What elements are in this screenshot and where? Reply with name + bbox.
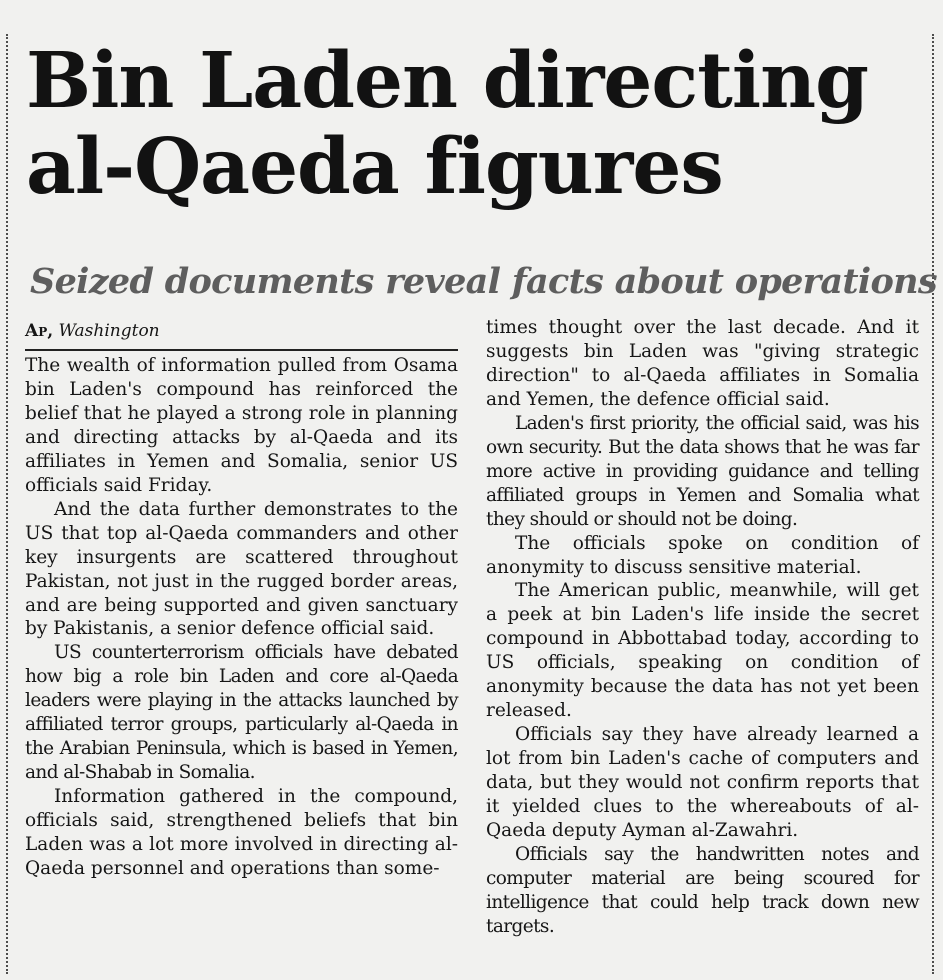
subheadline: Seized documents reveal facts about operations [30, 261, 937, 302]
paragraph: The American public, meanwhile, will get a peek at bin Laden's life inside the secret compound in Abbottabad today, according to US officials, speaking on condition of anonymity because the data has not yet been released. [486, 580, 919, 722]
headline [26, 38, 926, 210]
paragraph: Information gathered in the compound, officials said, strengthened beliefs that bin Laden was a lot more involved in directing al-Qaeda personnel and operations than some- [25, 786, 458, 880]
headline-line-2: al-Qaeda figures [26, 122, 723, 212]
left-column [25, 316, 458, 966]
paragraph: The officials spoke on condition of anonymity to discuss sensitive material. [486, 532, 919, 578]
byline-agency: Ap, [25, 321, 54, 341]
paragraph: US counterterrorism officials have debated how big a role bin Laden and core al-Qaeda leaders were playing in the attacks launched by affiliated terror groups, particularly al-Qaeda in the Arabian Peninsula, which is based in Yemen, and al-Shabab in Somalia. [25, 642, 458, 784]
byline [25, 316, 458, 351]
paragraph: And the data further demonstrates to the US that top al-Qaeda commanders and other key insurgents are scattered throughout Pakistan, not just in the rugged border areas, and are being supported and given sanctuary by Pakistanis, a senior defence official said. [25, 498, 458, 640]
article-body [25, 316, 925, 972]
paragraph: Officials say the handwritten notes and computer material are being scoured for intelligence that could help track down new targets. [486, 843, 919, 937]
byline-place: Washington [58, 321, 160, 341]
paragraph: Officials say they have already learned a lot from bin Laden's cache of computers and data, but they would not confirm reports that it yielded clues to the whereabouts of al-Qaeda deputy Ayman al-Zawahri. [486, 724, 919, 842]
headline-line-1: Bin Laden directing [26, 36, 868, 126]
paragraph: The wealth of information pulled from Osama bin Laden's compound has reinforced the belief that he played a strong role in planning and directing attacks by al-Qaeda and its affiliates in Yemen and Somalia, senior US officials said Friday. [25, 355, 458, 496]
paragraph: Laden's first priority, the official said, was his own security. But the data shows that he was far more active in providing guidance and telling affiliated groups in Yemen and Somalia what they should or should not be doing. [486, 412, 919, 530]
paragraph: times thought over the last decade. And it suggests bin Laden was "giving strategic direction" to al-Qaeda affiliates in Somalia and Yemen, the defence official said. [486, 317, 919, 410]
right-column [486, 316, 919, 966]
